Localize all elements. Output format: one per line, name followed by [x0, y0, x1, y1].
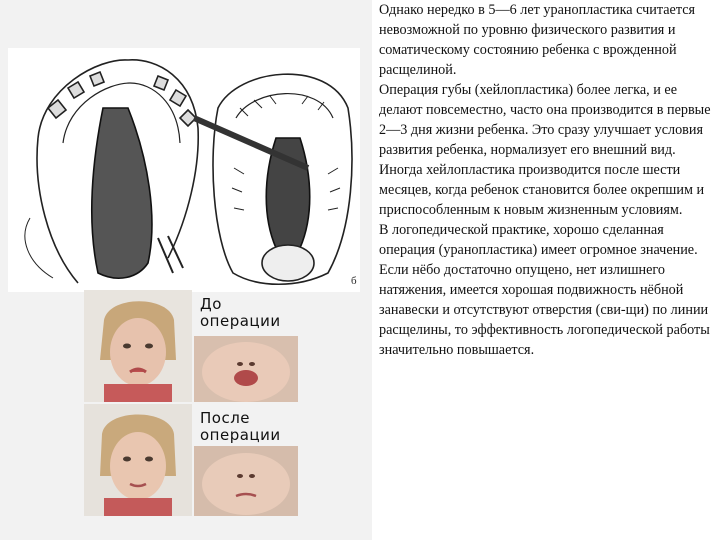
child-face-before-front [84, 290, 192, 402]
photo-after-front [84, 404, 192, 516]
child-face-after-front [84, 404, 192, 516]
caption-after-line-1: После [200, 409, 251, 427]
caption-before-surgery [200, 296, 300, 330]
child-face-before-below [194, 336, 298, 402]
photo-before-below [194, 336, 298, 402]
main-text-column [379, 0, 715, 360]
caption-before-line-2: операции [200, 312, 281, 330]
palate-drawing [8, 48, 360, 292]
photo-before-front [84, 290, 192, 402]
paragraph-speech-therapy: В логопедической практике, хорошо сделанная операция (уранопластика) имеет огромное значение. Если нёбо достаточно опущено, нет излишнего натяжения, имеется хорошая подвижность нёбной занавески и отсутствуют отверстия (сви-щи) по линии расщелины, то эффективность логопедической работы значительно повышается. [379, 222, 710, 358]
child-face-after-below [194, 446, 298, 516]
paragraph-uranoplasty-age: Однако нередко в 5—6 лет уранопластика считается невозможной по уровню физического развития и соматическому состоянию ребенка с врожденной расщелиной. [379, 2, 696, 78]
figure-label-b: б [351, 275, 357, 287]
caption-after-surgery [200, 410, 300, 444]
paragraph-cheiloplasty: Операция губы (хейлопластика) более легка, и ее делают повсеместно, часто она производится в первые 2—3 дня жизни ребенка. Это сразу улучшает условия развития ребенка, нормализует его внешний вид. Иногда хейлопластика производится после шести месяцев, когда ребенок становится более окрепшим и приспособленным к новым жизненным условиям. [379, 82, 711, 218]
palate-surgery-illustration [8, 48, 360, 292]
open-mouth-drawing [194, 74, 352, 284]
caption-after-line-2: операции [200, 426, 281, 444]
caption-before-line-1: До [200, 295, 222, 313]
cleft-palate-drawing [25, 60, 198, 283]
photo-after-below [194, 446, 298, 516]
